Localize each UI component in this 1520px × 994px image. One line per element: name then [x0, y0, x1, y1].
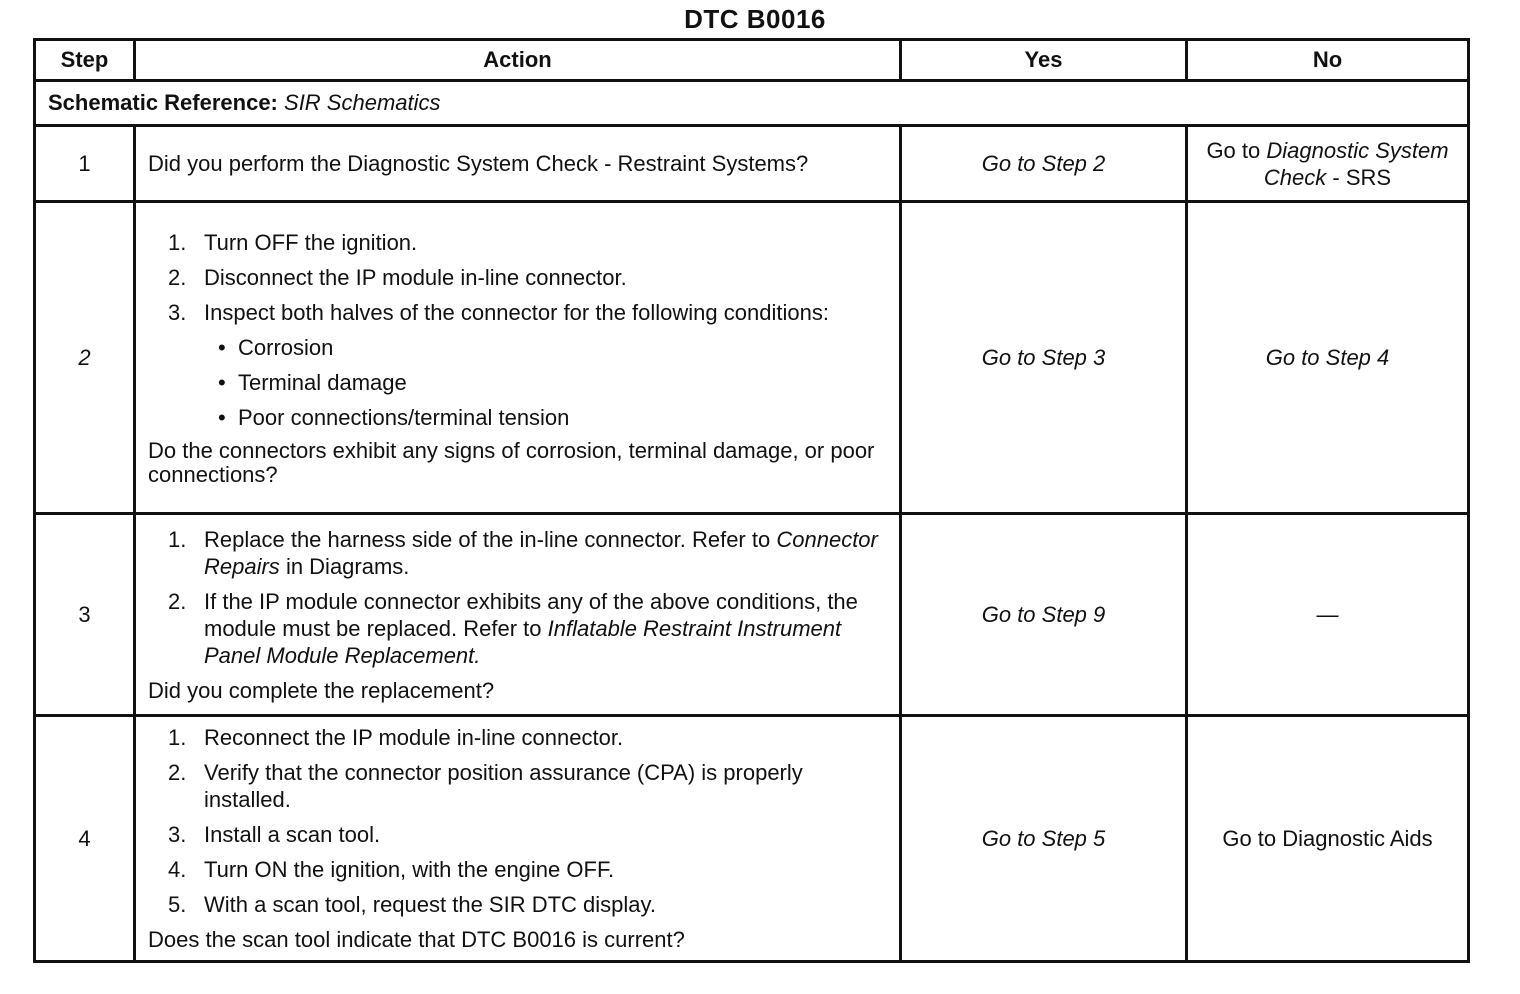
no-prefix: Go to — [1206, 137, 1261, 163]
list-item: • Corrosion — [218, 334, 334, 360]
action-cell — [135, 126, 901, 202]
question-text: Do the connectors exhibit any signs of corrosion, terminal damage, or poor connections? — [148, 437, 875, 487]
list-item: • Poor connections/terminal tension — [218, 404, 570, 430]
no-cell: Go to Diagnostic Aids — [1187, 716, 1469, 962]
schematic-label: Schematic Reference: — [48, 90, 278, 115]
header-yes: Yes — [901, 40, 1187, 81]
list-item: 5. With a scan tool, request the SIR DTC display. — [168, 892, 656, 917]
table-row — [35, 514, 1469, 716]
no-suffix: - SRS — [1332, 164, 1392, 190]
question-text: Does the scan tool indicate that DTC B0016 is current? — [148, 927, 685, 952]
list-item: • Terminal damage — [218, 369, 407, 395]
header-no: No — [1187, 40, 1469, 81]
yes-cell: Go to Step 2 — [901, 126, 1187, 202]
action-cell — [135, 716, 901, 962]
action-steps — [148, 724, 887, 918]
table-row — [35, 716, 1469, 962]
header-step: Step — [35, 40, 135, 81]
schematic-row — [35, 81, 1469, 126]
yes-cell: Go to Step 3 — [901, 202, 1187, 514]
step-number: 2 — [35, 202, 135, 514]
action-cell — [135, 514, 901, 716]
list-item: 1. Turn OFF the ignition. — [168, 229, 418, 255]
list-item: 3. Install a scan tool. — [168, 822, 381, 847]
list-item: 1. Replace the harness side of the in-line connector. Refer to Connector Repairs in Diagrams. — [168, 526, 878, 579]
header-row — [35, 40, 1469, 81]
step-number: 3 — [35, 514, 135, 716]
diagnostic-table — [33, 38, 1470, 963]
list-item: 3. Inspect both halves of the connector for the following conditions: • Corrosion • Terminal damage • Poor connections/terminal tension — [148, 299, 887, 431]
no-cell: Go to Step 4 — [1187, 202, 1469, 514]
module-replacement-link[interactable]: Inflatable Restraint Instrument Panel Module Replacement. — [204, 615, 842, 668]
page-title: DTC B0016 — [684, 4, 826, 34]
step-number: 4 — [35, 716, 135, 962]
no-cell — [1187, 126, 1469, 202]
list-item: 4. Turn ON the ignition, with the engine OFF. — [168, 857, 615, 882]
yes-cell: Go to Step 9 — [901, 514, 1187, 716]
no-link[interactable]: Diagnostic System Check — [1263, 137, 1449, 190]
list-item: 1. Reconnect the IP module in-line connector. — [168, 725, 624, 750]
question-text: Did you complete the replacement? — [148, 677, 495, 703]
action-steps — [148, 526, 887, 669]
action-steps — [148, 229, 887, 431]
step-number: 1 — [35, 126, 135, 202]
list-item: 2. If the IP module connector exhibits any of the above conditions, the module must be replaced. Refer to Inflatable Restraint Instrument Panel Module Replacement. — [168, 588, 858, 668]
no-cell: — — [1187, 514, 1469, 716]
yes-cell: Go to Step 5 — [901, 716, 1187, 962]
schematic-reference — [35, 81, 1469, 126]
table-row — [35, 202, 1469, 514]
table-row — [35, 126, 1469, 202]
condition-list — [204, 334, 887, 431]
schematic-link[interactable]: SIR Schematics — [284, 90, 441, 115]
list-item: 2. Disconnect the IP module in-line connector. — [168, 264, 627, 290]
question-text: Did you perform the Diagnostic System Check - Restraint Systems? — [148, 151, 809, 176]
list-item: 2. Verify that the connector position assurance (CPA) is properly installed. — [168, 760, 803, 812]
connector-repairs-link[interactable]: Connector Repairs — [204, 526, 878, 579]
header-action: Action — [135, 40, 901, 81]
action-cell — [135, 202, 901, 514]
